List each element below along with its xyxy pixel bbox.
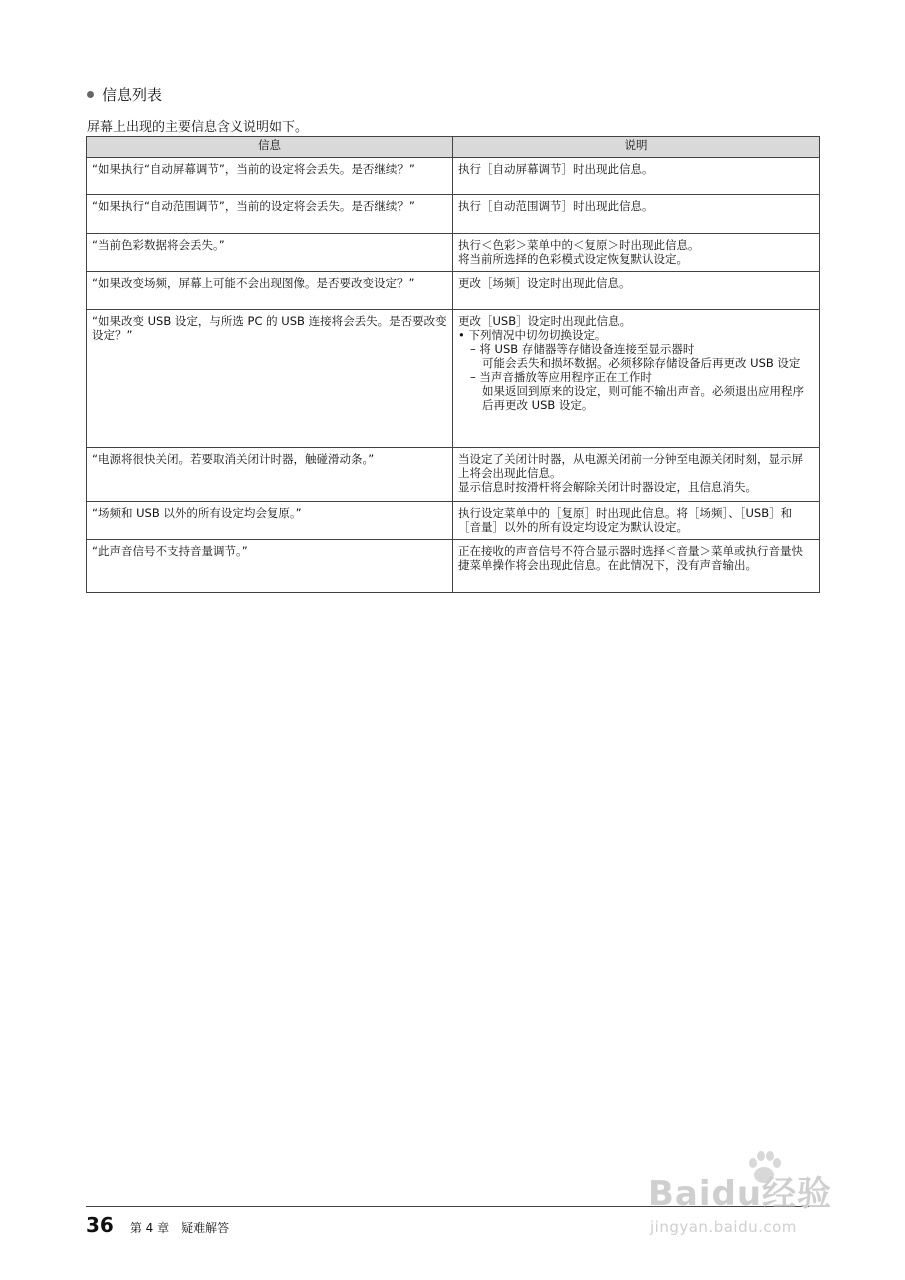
description-cell xyxy=(453,448,820,502)
message-cell xyxy=(87,158,453,195)
header-description: 说明 xyxy=(453,137,820,158)
description-text: 执行［自动范围调节］时出现此信息。 xyxy=(458,199,654,213)
intro-text: 屏幕上出现的主要信息含义说明如下。 xyxy=(87,120,309,135)
table-row xyxy=(87,272,820,310)
description-subtext: 如果返回到原来的设定，则可能不输出声音。必须退出应用程序后再更改 USB 设定。 xyxy=(482,384,804,412)
section-heading xyxy=(87,84,162,105)
description-text: 显示信息时按滑杆将会解除关闭计时器设定，且信息消失。 xyxy=(458,480,757,494)
description-text: 更改［USB］设定时出现此信息。 xyxy=(458,314,632,328)
description-dash-item: – 将 USB 存储器等存储设备连接至显示器时 xyxy=(470,342,695,356)
message-cell xyxy=(87,540,453,593)
table-row xyxy=(87,448,820,502)
table-header-row xyxy=(87,137,820,158)
description-bullet: • 下列情况中切勿切换设定。 xyxy=(458,328,607,342)
page-number: 36 xyxy=(86,1213,114,1237)
description-cell xyxy=(453,195,820,234)
baidu-watermark xyxy=(648,1148,838,1248)
header-message: 信息 xyxy=(87,137,453,158)
description-cell xyxy=(453,158,820,195)
table-row xyxy=(87,158,820,195)
message-text: “如果改变 USB 设定，与所选 PC 的 USB 连接将会丢失。是否要改变设定？” xyxy=(92,314,447,342)
description-cell xyxy=(453,540,820,593)
message-text: “电源将很快关闭。若要取消关闭计时器，触碰滑动条。” xyxy=(92,452,375,466)
message-text: “当前色彩数据将会丢失。” xyxy=(92,238,225,252)
message-cell xyxy=(87,310,453,448)
message-cell xyxy=(87,195,453,234)
description-text: 正在接收的声音信号不符合显示器时选择＜音量＞菜单或执行音量快捷菜单操作将会出现此信息。在此情况下，没有声音输出。 xyxy=(458,544,803,572)
bullet-dot-icon xyxy=(87,91,94,98)
message-text: “如果执行“自动范围调节”，当前的设定将会丢失。是否继续？” xyxy=(92,199,415,213)
description-text: 执行［自动屏幕调节］时出现此信息。 xyxy=(458,162,654,176)
message-text: “如果改变场频，屏幕上可能不会出现图像。是否要改变设定？” xyxy=(92,276,415,290)
description-cell xyxy=(453,234,820,272)
description-dash-item: – 当声音播放等应用程序正在工作时 xyxy=(470,370,652,384)
description-text: 执行＜色彩＞菜单中的＜复原＞时出现此信息。 xyxy=(458,238,700,252)
chapter-label: 第 4 章 疑难解答 xyxy=(129,1221,230,1235)
table-row xyxy=(87,502,820,540)
message-cell xyxy=(87,272,453,310)
description-cell xyxy=(453,310,820,448)
message-cell xyxy=(87,448,453,502)
description-text: 执行设定菜单中的［复原］时出现此信息。将［场频］、［USB］和［音量］以外的所有设定均设定为默认设定。 xyxy=(458,506,793,534)
message-cell xyxy=(87,502,453,540)
section-title: 信息列表 xyxy=(102,86,163,104)
table-row xyxy=(87,540,820,593)
description-text: 将当前所选择的色彩模式设定恢复默认设定。 xyxy=(458,252,688,266)
table-row xyxy=(87,234,820,272)
message-cell xyxy=(87,234,453,272)
watermark-logo-text: Baidu经验 xyxy=(648,1174,833,1214)
message-text: “场频和 USB 以外的所有设定均会复原。” xyxy=(92,506,302,520)
description-text: 当设定了关闭计时器，从电源关闭前一分钟至电源关闭时刻，显示屏上将会出现此信息。 xyxy=(458,452,803,480)
description-text: 更改［场频］设定时出现此信息。 xyxy=(458,276,631,290)
message-table xyxy=(86,136,820,593)
description-subtext: 可能会丢失和损坏数据。必须移除存储设备后再更改 USB 设定 xyxy=(482,356,801,370)
watermark-url: jingyan.baidu.com xyxy=(650,1218,797,1236)
table-row xyxy=(87,310,820,448)
message-text: “如果执行“自动屏幕调节”，当前的设定将会丢失。是否继续？” xyxy=(92,162,415,176)
table-row xyxy=(87,195,820,234)
description-cell xyxy=(453,272,820,310)
message-text: “此声音信号不支持音量调节。” xyxy=(92,544,248,558)
page-footer xyxy=(86,1213,229,1237)
description-cell xyxy=(453,502,820,540)
